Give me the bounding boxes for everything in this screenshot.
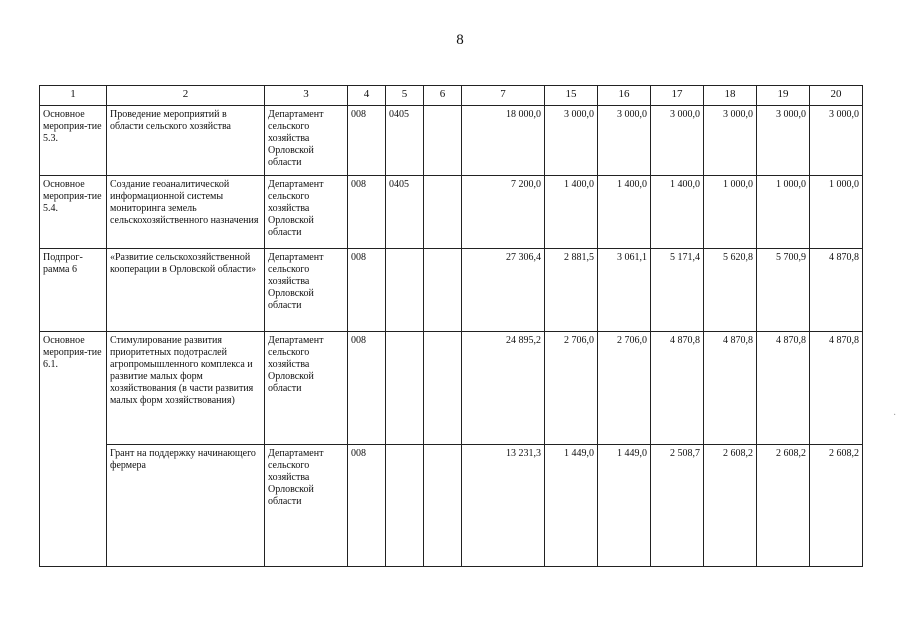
year-value: 1 000,0	[704, 176, 757, 249]
year-value: 3 000,0	[545, 106, 598, 176]
year-value: 4 870,8	[810, 332, 863, 445]
row-executor: Департамент сельского хозяйства Орловской области	[265, 332, 348, 445]
row-name: Стимулирование развития приоритетных подотраслей агропромышленного комплекса и развитие малых форм хозяйствования (в части развития малых форм хозяйствования)	[107, 332, 265, 445]
year-value: 5 171,4	[651, 249, 704, 332]
year-value: 2 706,0	[545, 332, 598, 445]
total-value: 7 200,0	[462, 176, 545, 249]
section-code	[386, 332, 424, 445]
year-value: 5 700,9	[757, 249, 810, 332]
section-code	[386, 249, 424, 332]
target-code	[424, 332, 462, 445]
target-code	[424, 445, 462, 567]
column-header: 4	[348, 86, 386, 106]
row-type: Основное мероприя-тие 5.4.	[40, 176, 107, 249]
year-value: 1 449,0	[545, 445, 598, 567]
year-value: 1 000,0	[810, 176, 863, 249]
scan-artifact: ·	[893, 410, 897, 421]
year-value: 2 706,0	[598, 332, 651, 445]
year-value: 2 608,2	[757, 445, 810, 567]
year-value: 3 000,0	[704, 106, 757, 176]
year-value: 5 620,8	[704, 249, 757, 332]
grbs-code: 008	[348, 176, 386, 249]
table-row	[40, 176, 863, 249]
row-name: «Развитие сельскохозяйственной кооперации в Орловской области»	[107, 249, 265, 332]
year-value: 4 870,8	[757, 332, 810, 445]
grbs-code: 008	[348, 445, 386, 567]
year-value: 1 400,0	[651, 176, 704, 249]
column-header: 16	[598, 86, 651, 106]
total-value: 18 000,0	[462, 106, 545, 176]
year-value: 4 870,8	[704, 332, 757, 445]
target-code	[424, 106, 462, 176]
total-value: 24 895,2	[462, 332, 545, 445]
year-value: 2 608,2	[704, 445, 757, 567]
column-header: 6	[424, 86, 462, 106]
table-row	[40, 445, 863, 567]
target-code	[424, 249, 462, 332]
table-row	[40, 249, 863, 332]
column-header: 2	[107, 86, 265, 106]
year-value: 1 400,0	[545, 176, 598, 249]
row-type: Подпрог-рамма 6	[40, 249, 107, 332]
total-value: 27 306,4	[462, 249, 545, 332]
grbs-code: 008	[348, 332, 386, 445]
year-value: 2 881,5	[545, 249, 598, 332]
year-value: 1 449,0	[598, 445, 651, 567]
column-header: 3	[265, 86, 348, 106]
column-header: 15	[545, 86, 598, 106]
year-value: 4 870,8	[810, 249, 863, 332]
row-type: Основное мероприя-тие 5.3.	[40, 106, 107, 176]
row-executor: Департамент сельского хозяйства Орловской области	[265, 106, 348, 176]
year-value: 3 061,1	[598, 249, 651, 332]
column-header: 20	[810, 86, 863, 106]
page-number: 8	[456, 32, 464, 48]
row-executor: Департамент сельского хозяйства Орловской области	[265, 445, 348, 567]
header-row	[40, 86, 863, 106]
year-value: 3 000,0	[651, 106, 704, 176]
year-value: 1 400,0	[598, 176, 651, 249]
grbs-code: 008	[348, 249, 386, 332]
row-type: Основное мероприя-тие 6.1.	[40, 332, 107, 567]
column-header: 18	[704, 86, 757, 106]
year-value: 2 608,2	[810, 445, 863, 567]
row-executor: Департамент сельского хозяйства Орловской области	[265, 176, 348, 249]
column-header: 5	[386, 86, 424, 106]
year-value: 3 000,0	[810, 106, 863, 176]
year-value: 1 000,0	[757, 176, 810, 249]
column-header: 7	[462, 86, 545, 106]
year-value: 3 000,0	[757, 106, 810, 176]
row-name: Создание геоаналитической информационной системы мониторинга земель сельскохозяйственного назначения	[107, 176, 265, 249]
target-code	[424, 176, 462, 249]
budget-table	[39, 85, 863, 567]
grbs-code: 008	[348, 106, 386, 176]
column-header: 1	[40, 86, 107, 106]
table-row	[40, 332, 863, 445]
column-header: 19	[757, 86, 810, 106]
row-executor: Департамент сельского хозяйства Орловской области	[265, 249, 348, 332]
row-name: Грант на поддержку начинающего фермера	[107, 445, 265, 567]
section-code	[386, 445, 424, 567]
section-code: 0405	[386, 106, 424, 176]
column-header: 17	[651, 86, 704, 106]
table-row	[40, 106, 863, 176]
year-value: 3 000,0	[598, 106, 651, 176]
row-name: Проведение мероприятий в области сельского хозяйства	[107, 106, 265, 176]
section-code: 0405	[386, 176, 424, 249]
year-value: 4 870,8	[651, 332, 704, 445]
total-value: 13 231,3	[462, 445, 545, 567]
year-value: 2 508,7	[651, 445, 704, 567]
